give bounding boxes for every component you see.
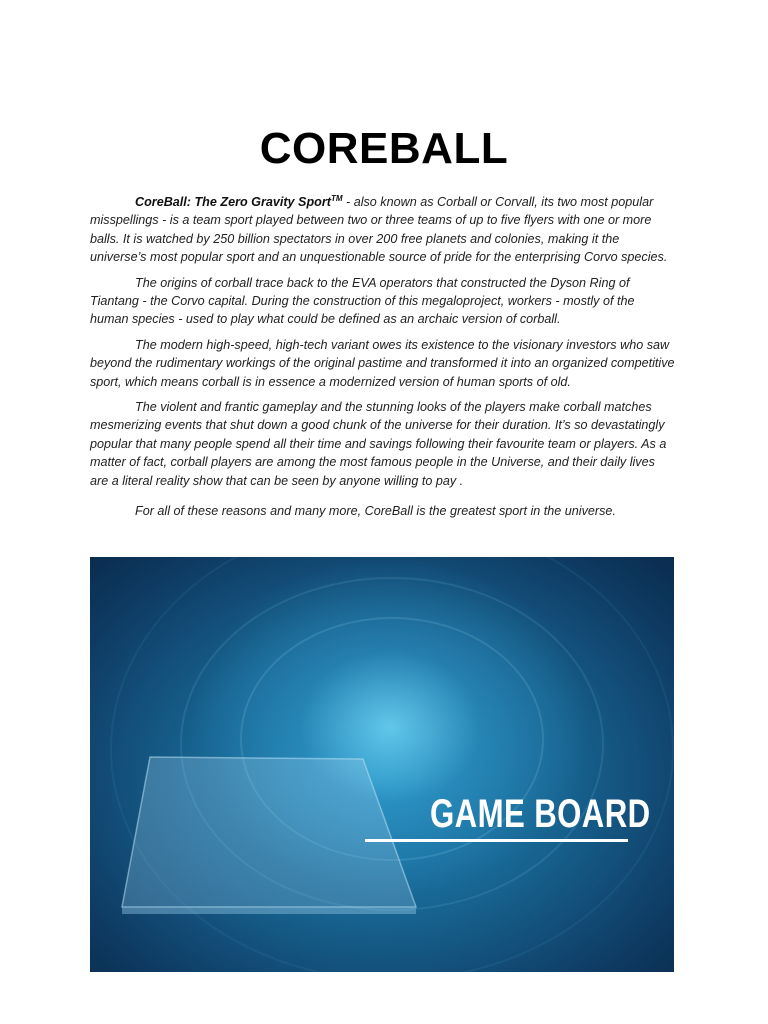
board-top-face — [122, 757, 416, 907]
paragraph-intro-text: - also known as Corball or Corvall, its two most popular misspellings - is a team sport played between two or three teams of up to five flyers with one or more balls. It is watched by 250 billion spectators in over 200 free planets and colonies, making it the universe’s most popular sport and an unquestionable source of pride for the enterprising Corvo species. — [90, 195, 668, 265]
lead-phrase — [135, 195, 343, 209]
caption-underline — [365, 839, 628, 842]
page-title: COREBALL — [259, 124, 509, 173]
hero-caption: GAME BOARD — [430, 792, 651, 836]
paragraph-popularity: The violent and frantic gameplay and the stunning looks of the players make corball matches mesmerizing events that shut down a good chunk of the universe for their duration. It’s so devastatingly popular that many people spend all their time and savings following their favourite team or players. As a matter of fact, corball players are among the most famous people in the Universe, and their daily lives are a literal reality show that can be seen by anyone willing to pay . — [90, 400, 667, 488]
paragraph-closing: For all of these reasons and many more, CoreBall is the greatest sport in the universe. — [135, 504, 616, 519]
glass-board-illustration — [90, 557, 674, 972]
paragraph-intro — [90, 193, 675, 267]
lead-phrase-text: CoreBall: The Zero Gravity Sport — [135, 195, 331, 209]
paragraph-origins: The origins of corball trace back to the EVA operators that constructed the Dyson Ring of Tiantang - the Corvo capital. During the construction of this megaloproject, workers - mostly of the human species - used to play what could be defined as an archaic version of corball. — [90, 275, 635, 327]
article-body — [90, 193, 675, 528]
paragraph-modern: The modern high-speed, high-tech variant owes its existence to the visionary investors who saw beyond the rudimentary workings of the original pastime and transformed it into an organized competitive sport, which means corball is in essence a modernized version of human sports of old. — [90, 337, 675, 389]
trademark-mark: TM — [330, 193, 343, 203]
board-front-edge — [122, 907, 416, 914]
hero-image — [90, 557, 674, 972]
